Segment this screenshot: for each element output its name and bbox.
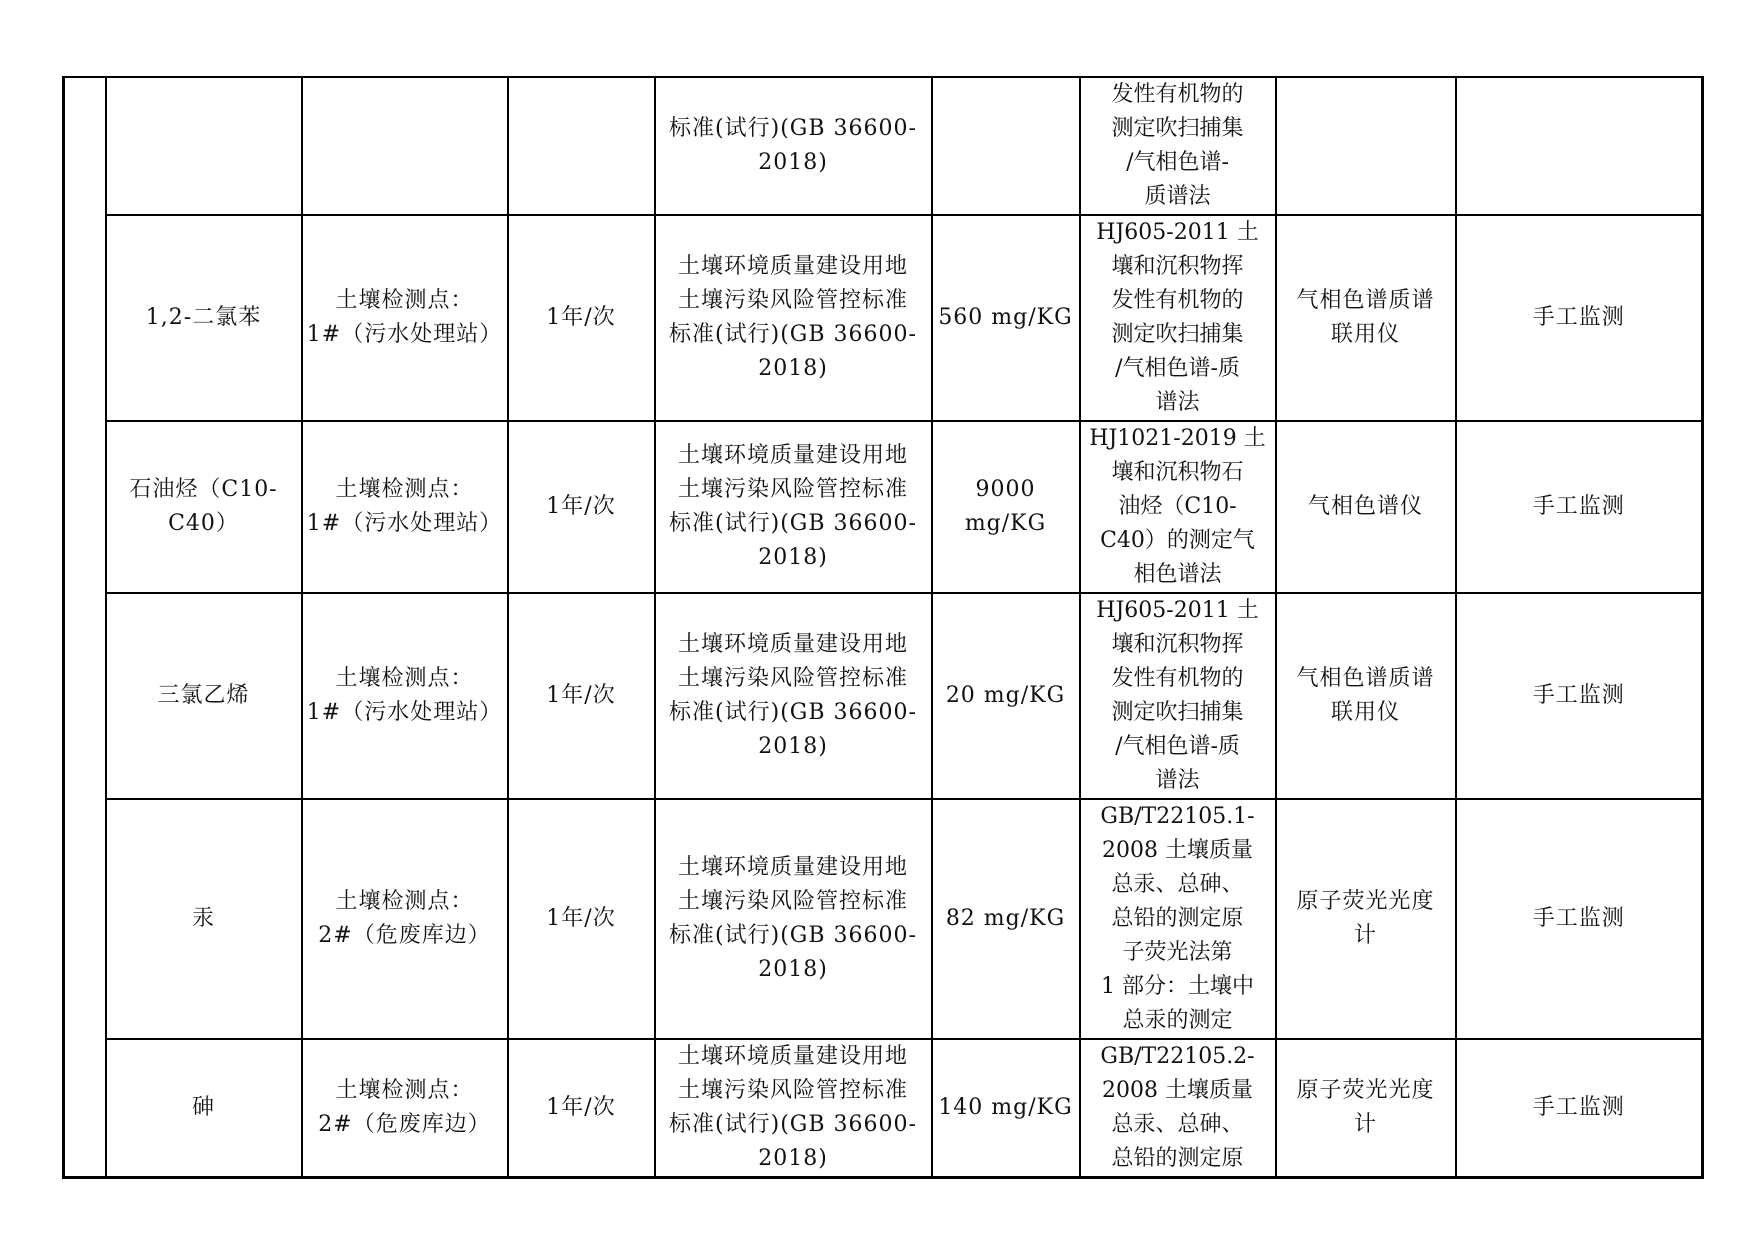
instrument-cell <box>1276 77 1456 215</box>
item-cell: 汞 <box>106 799 302 1039</box>
mode-cell <box>1456 77 1703 215</box>
frequency-cell: 1年/次 <box>508 1039 655 1178</box>
instrument-cell: 气相色谱质谱 联用仪 <box>1276 215 1456 421</box>
standard-cell: 土壤环境质量建设用地 土壤污染风险管控标准 标准(试行)(GB 36600- 2018) <box>655 593 932 799</box>
location-cell: 土壤检测点： 2#（危废库边） <box>302 1039 508 1178</box>
table-row <box>64 421 1703 593</box>
mode-cell: 手工监测 <box>1456 421 1703 593</box>
method-cell: GB/T22105.1- 2008 土壤质量 总汞、总砷、 总铅的测定原 子荧光法第 1 部分：土壤中 总汞的测定 <box>1080 799 1276 1039</box>
mode-cell: 手工监测 <box>1456 1039 1703 1178</box>
item-cell: 砷 <box>106 1039 302 1178</box>
instrument-cell: 气相色谱质谱 联用仪 <box>1276 593 1456 799</box>
standard-cell: 土壤环境质量建设用地 土壤污染风险管控标准 标准(试行)(GB 36600- 2018) <box>655 1039 932 1178</box>
monitoring-table <box>62 76 1704 1179</box>
table-row <box>64 593 1703 799</box>
location-cell: 土壤检测点： 1#（污水处理站） <box>302 215 508 421</box>
limit-cell: 82 mg/KG <box>932 799 1080 1039</box>
frequency-cell <box>508 77 655 215</box>
table-row <box>64 215 1703 421</box>
table-row <box>64 77 1703 215</box>
leading-merged-cell <box>64 77 106 1178</box>
frequency-cell: 1年/次 <box>508 593 655 799</box>
table-row <box>64 1039 1703 1178</box>
table-row <box>64 799 1703 1039</box>
standard-cell: 土壤环境质量建设用地 土壤污染风险管控标准 标准(试行)(GB 36600- 2018) <box>655 799 932 1039</box>
method-cell: GB/T22105.2- 2008 土壤质量 总汞、总砷、 总铅的测定原 <box>1080 1039 1276 1178</box>
limit-cell <box>932 77 1080 215</box>
frequency-cell: 1年/次 <box>508 799 655 1039</box>
instrument-cell: 原子荧光光度 计 <box>1276 799 1456 1039</box>
mode-cell: 手工监测 <box>1456 215 1703 421</box>
item-cell: 石油烃（C10- C40） <box>106 421 302 593</box>
limit-cell: 140 mg/KG <box>932 1039 1080 1178</box>
item-cell: 三氯乙烯 <box>106 593 302 799</box>
frequency-cell: 1年/次 <box>508 421 655 593</box>
limit-cell: 9000 mg/KG <box>932 421 1080 593</box>
standard-cell: 土壤环境质量建设用地 土壤污染风险管控标准 标准(试行)(GB 36600- 2018) <box>655 215 932 421</box>
instrument-cell: 原子荧光光度 计 <box>1276 1039 1456 1178</box>
item-cell <box>106 77 302 215</box>
standard-cell: 标准(试行)(GB 36600- 2018) <box>655 77 932 215</box>
method-cell: HJ1021-2019 土 壤和沉积物石 油烃（C10- C40）的测定气 相色谱法 <box>1080 421 1276 593</box>
location-cell <box>302 77 508 215</box>
item-cell: 1,2-二氯苯 <box>106 215 302 421</box>
location-cell: 土壤检测点： 1#（污水处理站） <box>302 421 508 593</box>
method-cell: 发性有机物的 测定吹扫捕集 /气相色谱- 质谱法 <box>1080 77 1276 215</box>
instrument-cell: 气相色谱仪 <box>1276 421 1456 593</box>
limit-cell: 560 mg/KG <box>932 215 1080 421</box>
method-cell: HJ605-2011 土 壤和沉积物挥 发性有机物的 测定吹扫捕集 /气相色谱-质 谱法 <box>1080 593 1276 799</box>
standard-cell: 土壤环境质量建设用地 土壤污染风险管控标准 标准(试行)(GB 36600- 2018) <box>655 421 932 593</box>
frequency-cell: 1年/次 <box>508 215 655 421</box>
method-cell: HJ605-2011 土 壤和沉积物挥 发性有机物的 测定吹扫捕集 /气相色谱-质 谱法 <box>1080 215 1276 421</box>
mode-cell: 手工监测 <box>1456 593 1703 799</box>
location-cell: 土壤检测点： 2#（危废库边） <box>302 799 508 1039</box>
mode-cell: 手工监测 <box>1456 799 1703 1039</box>
limit-cell: 20 mg/KG <box>932 593 1080 799</box>
location-cell: 土壤检测点： 1#（污水处理站） <box>302 593 508 799</box>
